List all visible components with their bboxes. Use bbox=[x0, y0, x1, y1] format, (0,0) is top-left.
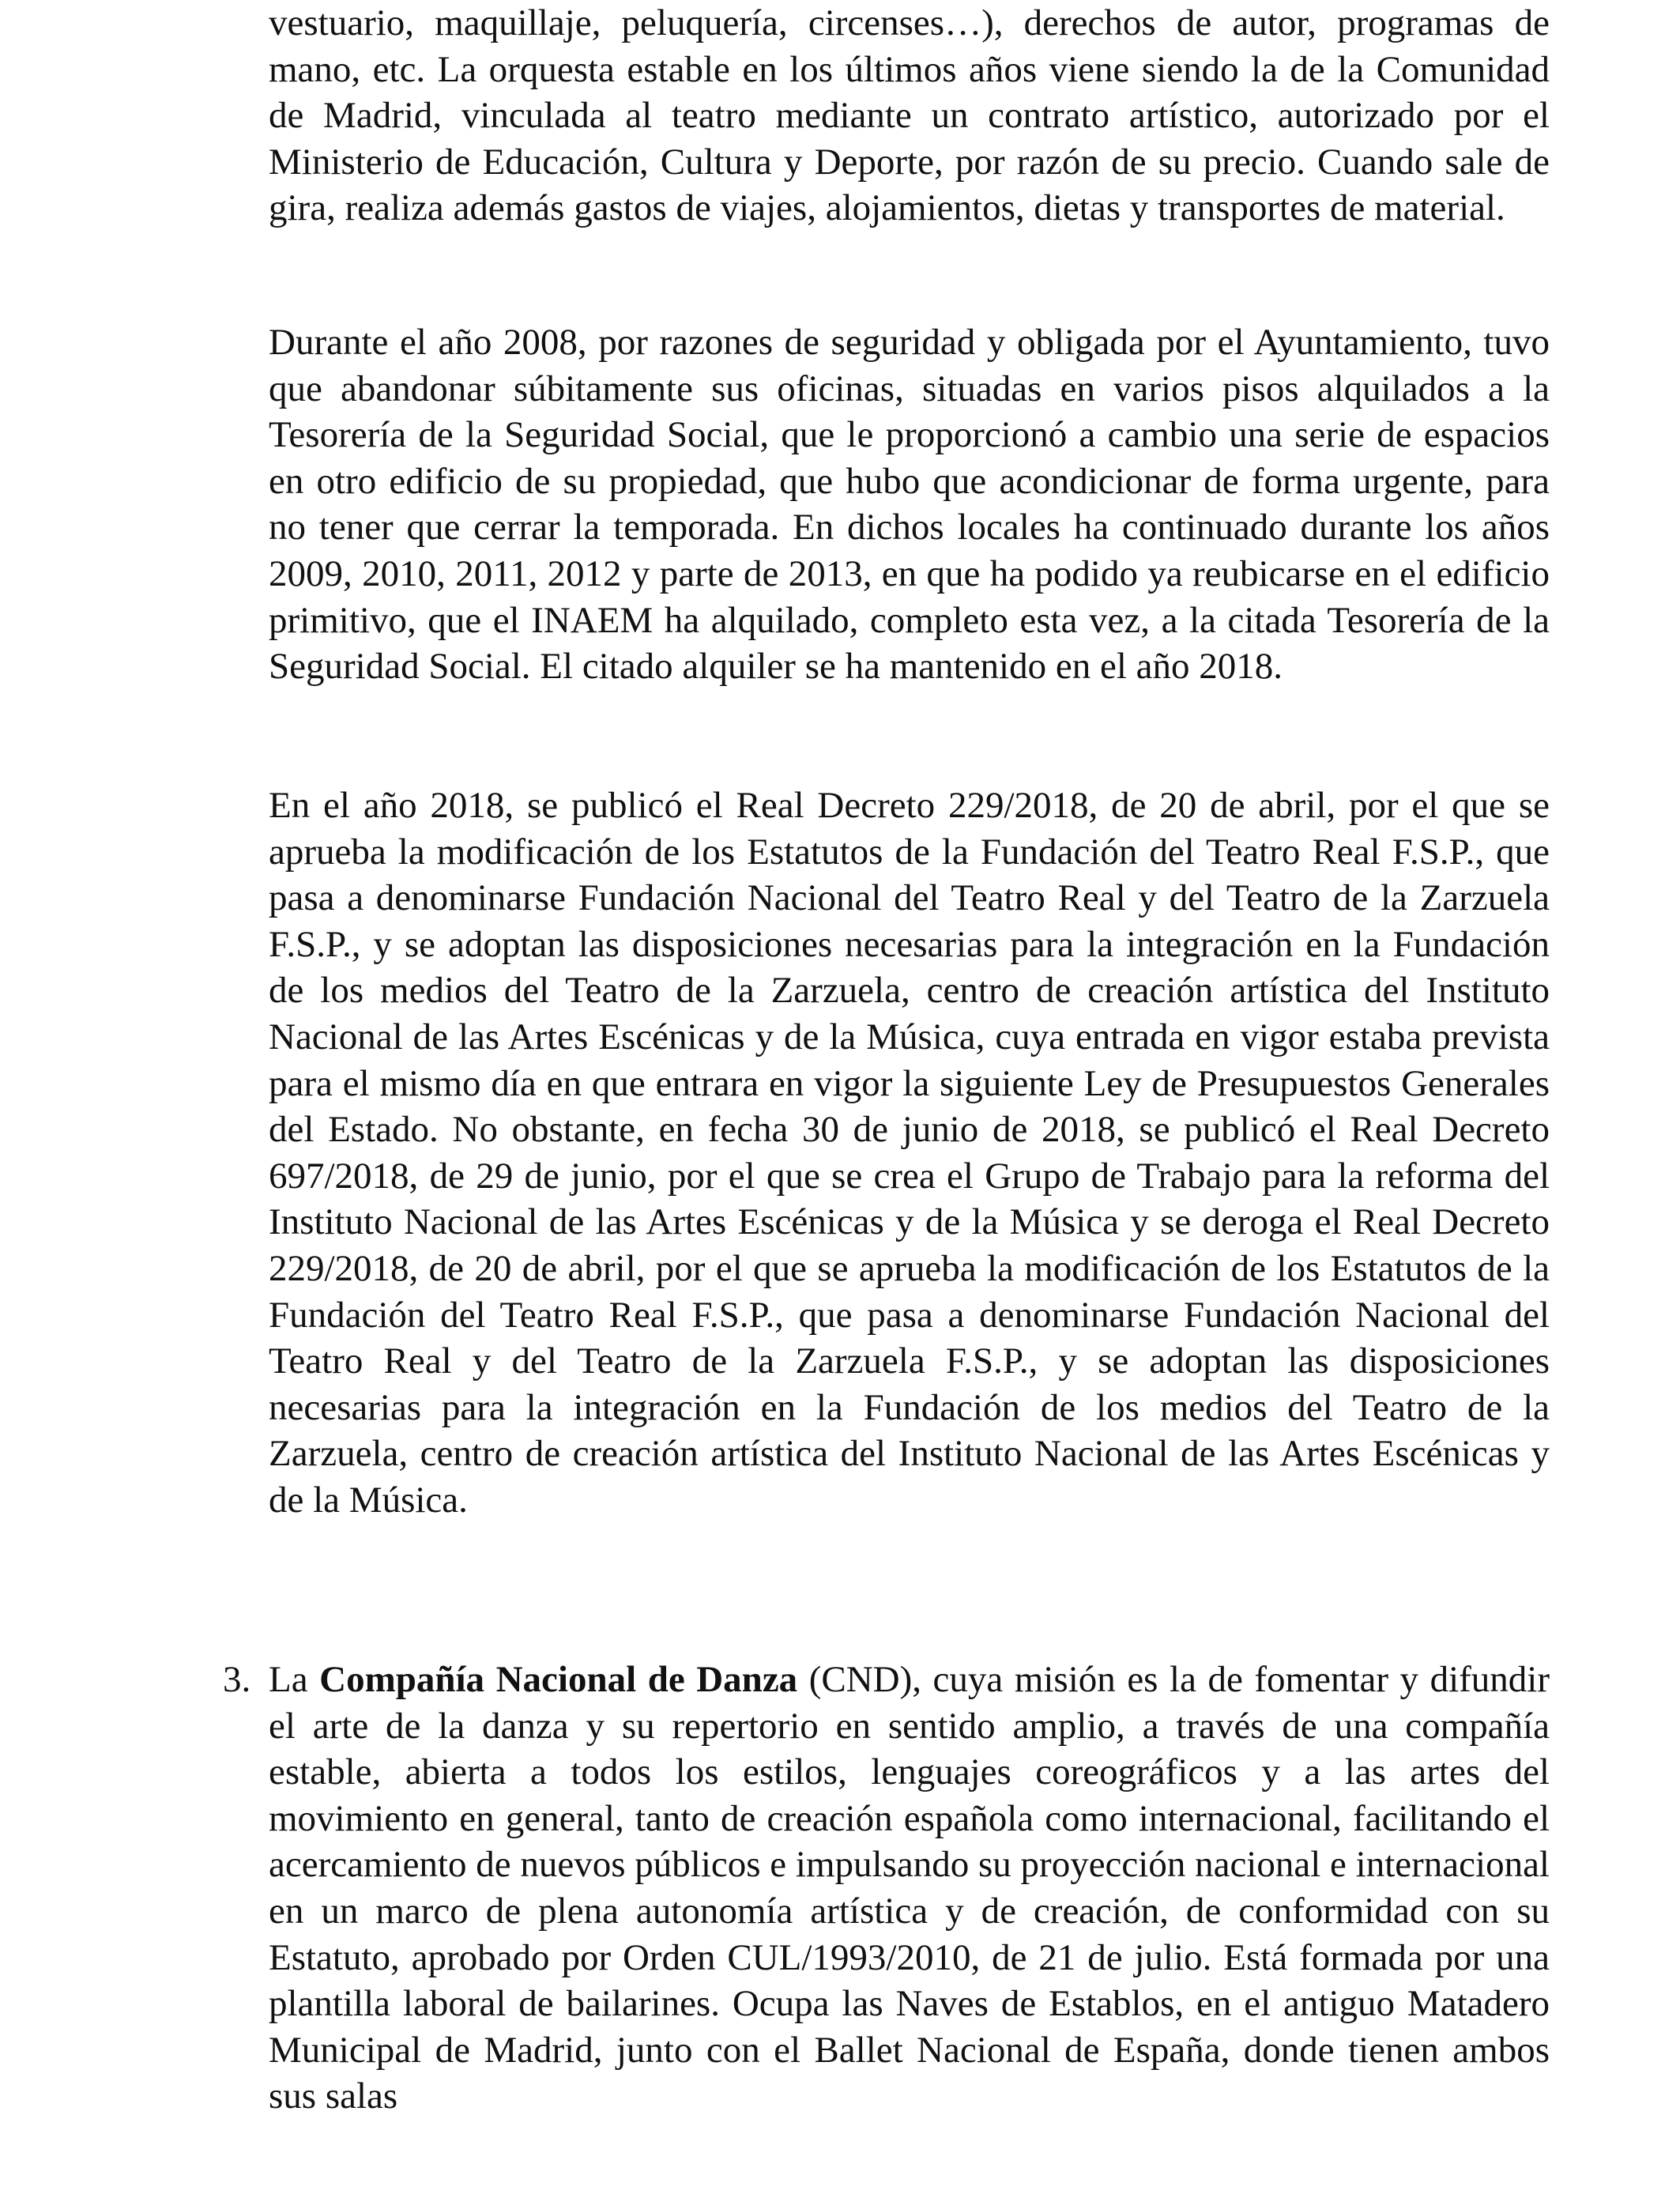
list-item-bold-title: Compañía Nacional de Danza bbox=[319, 1659, 798, 1700]
list-item-compania-nacional-danza bbox=[269, 1657, 1550, 2120]
paragraph-orquesta: vestuario, maquillaje, peluquería, circenses…), derechos de autor, programas de mano, etc. La orquesta estable en los últimos años viene siendo la de la Comunidad de Madrid, vinculada al teatro mediante un contrato artístico, autorizado por el Ministerio de Educación, Cultura y Deporte, por razón de su precio. Cuando sale de gira, realiza además gastos de viajes, alojamientos, dietas y transportes de material. bbox=[269, 2, 1550, 229]
paragraph-oficinas: Durante el año 2008, por razones de seguridad y obligada por el Ayuntamiento, tuvo que abandonar súbitamente sus oficinas, situadas en varios pisos alquilados a la Tesorería de la Seguridad Social, que le proporcionó a cambio una serie de espacios en otro edificio de su propiedad, que hubo que acondicionar de forma urgente, para no tener que cerrar la temporada. En dichos locales ha continuado durante los años 2009, 2010, 2011, 2012 y parte de 2013, en que ha podido ya reubicarse en el edificio primitivo, que el INAEM ha alquilado, completo esta vez, a la citada Tesorería de la Seguridad Social. El citado alquiler se ha mantenido en el año 2018. bbox=[269, 322, 1550, 688]
list-item-number: 3. bbox=[223, 1659, 251, 1700]
paragraph-real-decreto: En el año 2018, se publicó el Real Decreto 229/2018, de 20 de abril, por el que se aprueba la modificación de los Estatutos de la Fundación del Teatro Real F.S.P., que pasa a denominarse Fundación Nacional del Teatro Real y del Teatro de la Zarzuela F.S.P., y se adoptan las disposiciones necesarias para la integración en la Fundación de los medios del Teatro de la Zarzuela, centro de creación artística del Instituto Nacional de las Artes Escénicas y de la Música, cuya entrada en vigor estaba prevista para el mismo día en que entrara en vigor la siguiente Ley de Presupuestos Generales del Estado. No obstante, en fecha 30 de junio de 2018, se publicó el Real Decreto 697/2018, de 29 de junio, por el que se crea el Grupo de Trabajo para la reforma del Instituto Nacional de las Artes Escénicas y de la Música y se deroga el Real Decreto 229/2018, de 20 de abril, por el que se aprueba la modificación de los Estatutos de la Fundación del Teatro Real F.S.P., que pasa a denominarse Fundación Nacional del Teatro Real y del Teatro de la Zarzuela F.S.P., y se adoptan las disposiciones necesarias para la integración en la Fundación de los medios del Teatro de la Zarzuela, centro de creación artística del Instituto Nacional de las Artes Escénicas y de la Música. bbox=[269, 785, 1550, 1521]
list-item-lead-text: La bbox=[269, 1659, 308, 1700]
list-item-body-text: (CND), cuya misión es la de fomentar y difundir el arte de la danza y su repertorio en sentido amplio, a través de una compañía estable, abierta a todos los estilos, lenguajes coreográficos y a las artes del movimiento en general, tanto de creación española como internacional, facilitando el acercamiento de nuevos públicos e impulsando su proyección nacional e internacional en un marco de plena autonomía artística y de creación, de conformidad con su Estatuto, aprobado por Orden CUL/1993/2010, de 21 de julio. Está formada por una plantilla laboral de bailarines. Ocupa las Naves de Establos, en el antiguo Matadero Municipal de Madrid, junto con el Ballet Nacional de España, donde tienen ambos sus salas bbox=[269, 1659, 1550, 2117]
